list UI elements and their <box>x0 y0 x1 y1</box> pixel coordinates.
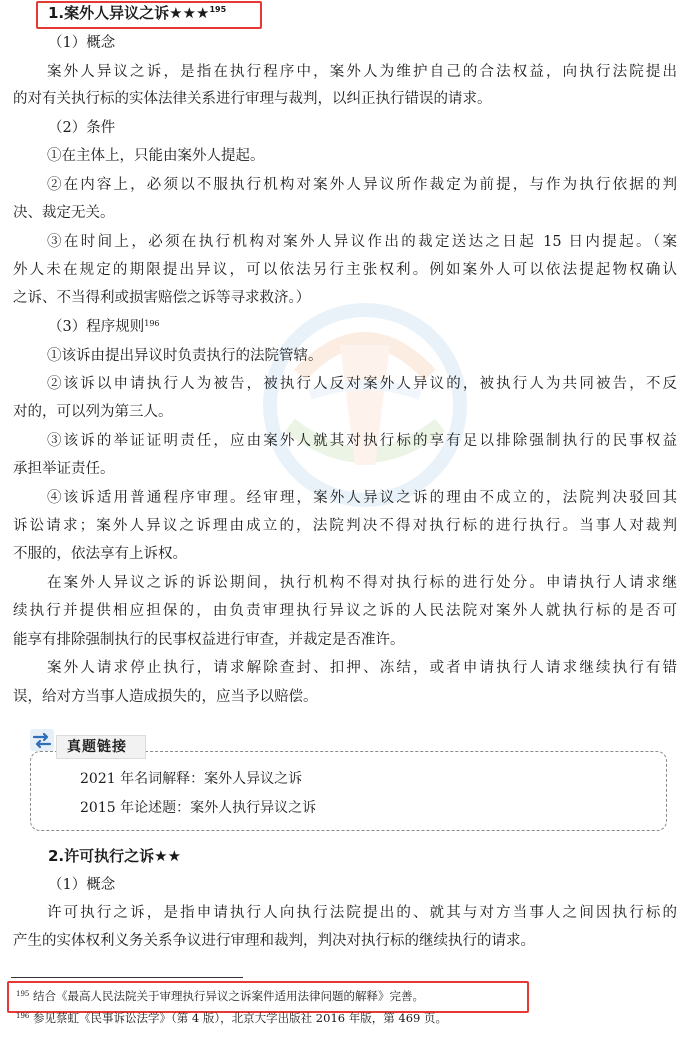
footnote-text: 结合《最高人民法院关于审理执行异议之诉案件适用法律问题的解释》完善。 <box>33 989 425 1003</box>
procedure-item: ③该诉的举证证明责任，应由案外人就其对执行标的享有足以排除强制执行的民事权益 <box>47 433 677 449</box>
exam-link-item: 2015 年论述题：案外人执行异议之诉 <box>80 800 317 816</box>
body-paragraph-line: 误，给对方当事人造成损失的，应当予以赔偿。 <box>13 689 318 705</box>
conditions-label: （2）条件 <box>48 120 116 136</box>
section1-heading-text: 1.案外人异议之诉★★★ <box>48 4 210 22</box>
footnote-text: 参见蔡虹《民事诉讼法学》（第 4 版），北京大学出版社 2016 年版，第 469 页。 <box>33 1011 447 1025</box>
condition-item: 外人未在规定的期限提出异议，可以依法另行主张权利。例如案外人可以依法提起物权确认 <box>13 262 677 278</box>
section2-heading: 2.许可执行之诉★★ <box>48 847 182 865</box>
concept-text-line: 的对有关执行标的实体法律关系进行审理与裁判，以纠正执行错误的请求。 <box>13 91 492 107</box>
procedure-label-text: （3）程序规则 <box>48 319 145 335</box>
exam-links-title: 真题链接 <box>56 735 146 759</box>
exam-links-box <box>30 751 667 831</box>
section2-concept-line: 许可执行之诉，是指申请执行人向执行法院提出的、就其与对方当事人之间因执行标的 <box>47 905 677 921</box>
condition-item: 之诉、不当得利或损害赔偿之诉等寻求救济。） <box>13 290 311 306</box>
footnote-195 <box>16 988 424 1004</box>
body-paragraph-line: 在案外人异议之诉的诉讼期间，执行机构不得对执行标的进行处分。申请执行人请求继 <box>47 575 677 591</box>
footnote-ref-195: 195 <box>209 5 227 14</box>
concept-label: （1）概念 <box>48 35 116 51</box>
condition-item: 决、裁定无关。 <box>13 205 115 221</box>
procedure-item: 对的，可以列为第三人。 <box>13 404 173 420</box>
procedure-item: 诉讼请求；案外人异议之诉理由成立的，法院判决不得对执行标的进行执行。当事人对裁判 <box>13 518 677 534</box>
footnote-divider <box>11 977 243 978</box>
condition-item: ②在内容上，必须以不服执行机构对案外人异议所作裁定为前提，与作为执行依据的判 <box>47 177 677 193</box>
procedure-label <box>48 317 160 337</box>
section2-concept-line: 产生的实体权利义务关系争议进行审理和裁判，判决对执行标的继续执行的请求。 <box>13 933 535 949</box>
procedure-item: ④该诉适用普通程序审理。经审理，案外人异议之诉的理由不成立的，法院判决驳回其 <box>47 490 677 506</box>
condition-item: ①在主体上，只能由案外人提起。 <box>47 148 265 164</box>
procedure-item: ①该诉由提出异议时负责执行的法院管辖。 <box>47 348 323 364</box>
body-paragraph-line: 续执行并提供相应担保的，由负责审理执行异议之诉的人民法院对案外人就执行标的是否可 <box>13 603 677 619</box>
footnote-number: 195 <box>16 990 30 998</box>
footnote-number: 196 <box>16 1012 30 1020</box>
procedure-item: 不服的，依法享有上诉权。 <box>13 546 187 562</box>
procedure-item: 承担举证责任。 <box>13 461 115 477</box>
condition-item: ③在时间上，必须在执行机构对案外人异议作出的裁定送达之日起 15 日内提起。（案 <box>47 234 677 250</box>
footnote-ref-196: 196 <box>144 319 160 328</box>
section2-concept-label: （1）概念 <box>48 877 116 893</box>
section1-heading <box>48 3 226 23</box>
concept-text-line: 案外人异议之诉，是指在执行程序中，案外人为维护自己的合法权益，向执行法院提出 <box>47 64 677 80</box>
exam-link-item: 2021 年名词解释：案外人异议之诉 <box>80 771 303 787</box>
footnote-196 <box>16 1010 447 1026</box>
body-paragraph-line: 能享有排除强制执行的民事权益进行审查，并裁定是否准许。 <box>13 632 405 648</box>
procedure-item: ②该诉以申请执行人为被告，被执行人反对案外人异议的，被执行人为共同被告，不反 <box>47 376 677 392</box>
body-paragraph-line: 案外人请求停止执行，请求解除查封、扣押、冻结，或者申请执行人请求继续执行有错 <box>47 660 677 676</box>
exchange-arrows-icon <box>30 729 54 751</box>
